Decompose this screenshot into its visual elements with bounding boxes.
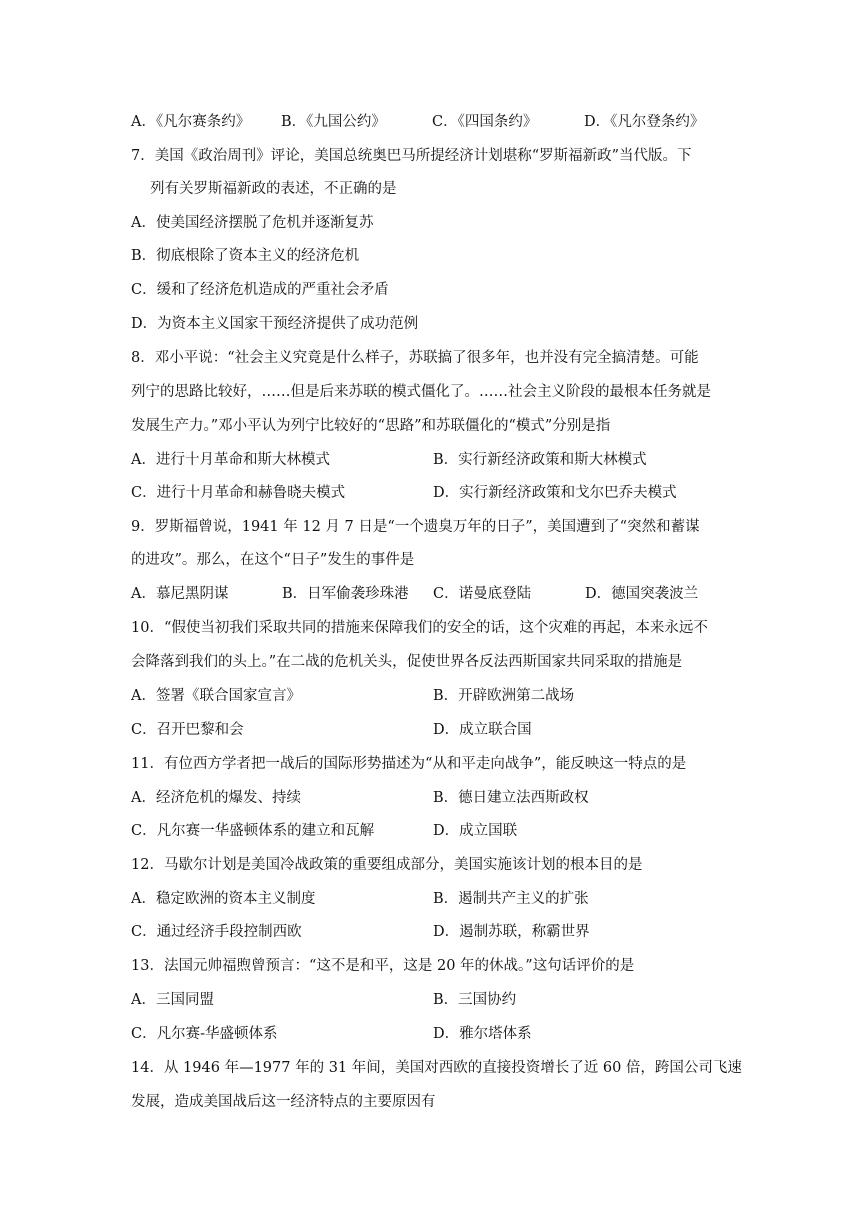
question-7-option-c: C．缓和了经济危机造成的严重社会矛盾 xyxy=(131,282,389,298)
option-row xyxy=(131,889,731,909)
question-8-option-d: D．实行新经济政策和戈尔巴乔夫模式 xyxy=(433,485,677,501)
question-7-option-a: A．使美国经济摆脱了危机并逐渐复苏 xyxy=(131,215,374,231)
question-8-text-cont: 列宁的思路比较好，……但是后来苏联的模式僵化了。……社会主义阶段的最根本任务就是 xyxy=(131,384,711,400)
question-14-text: 14．从 1946 年—1977 年的 31 年间，美国对西欧的直接投资增长了近 60 倍，跨国公司飞速 xyxy=(131,1060,742,1076)
option-c: C．《四国条约》 xyxy=(432,114,538,130)
question-13-option-d: D．雅尔塔体系 xyxy=(433,1026,532,1042)
question-8-option-c: C．进行十月革命和赫鲁晓夫模式 xyxy=(131,485,346,501)
question-11-text: 11．有位西方学者把一战后的国际形势描述为“从和平走向战争”，能反映这一特点的是 xyxy=(131,756,687,772)
option-row xyxy=(131,720,731,740)
question-7-text-cont: 列有关罗斯福新政的表述，不正确的是 xyxy=(150,181,397,197)
question-7-option-d: D．为资本主义国家干预经济提供了成功范例 xyxy=(131,316,419,332)
option-row xyxy=(131,686,731,706)
question-9-text: 9．罗斯福曾说，1941 年 12 月 7 日是“一个遗臭万年的日子”，美国遭到了“突然和蓄谋 xyxy=(131,519,700,535)
question-8-option-a: A．进行十月革命和斯大林模式 xyxy=(131,452,330,468)
option-row xyxy=(131,450,731,470)
question-9-option-a: A．慕尼黑阴谋 xyxy=(131,586,229,602)
question-13-option-c: C．凡尔赛-华盛顿体系 xyxy=(131,1026,278,1042)
question-8-text: 8．邓小平说：“社会主义究竟是什么样子，苏联搞了很多年，也并没有完全搞清楚。可能 xyxy=(131,350,699,366)
question-10-text-cont: 会降落到我们的头上。”在二战的危机关头，促使世界各反法西斯国家共同采取的措施是 xyxy=(131,654,683,670)
question-9-option-d: D．德国突袭波兰 xyxy=(585,586,699,602)
question-9-text-cont: 的进攻”。那么，在这个“日子”发生的事件是 xyxy=(131,552,415,568)
question-12-option-b: B．遏制共产主义的扩张 xyxy=(433,891,589,907)
option-a: A．《凡尔赛条约》 xyxy=(131,114,251,130)
question-12-option-d: D．遏制苏联，称霸世界 xyxy=(433,924,590,940)
question-8-option-b: B．实行新经济政策和斯大林模式 xyxy=(433,452,647,468)
question-10-option-a: A．签署《联合国家宣言》 xyxy=(131,688,301,704)
option-row xyxy=(131,821,731,841)
question-7-option-b: B．彻底根除了资本主义的经济危机 xyxy=(131,248,360,264)
question-13-option-a: A．三国同盟 xyxy=(131,992,214,1008)
question-11-option-a: A．经济危机的爆发、持续 xyxy=(131,790,301,806)
question-10-option-d: D．成立联合国 xyxy=(433,722,532,738)
option-b: B．《九国公约》 xyxy=(281,114,386,130)
question-12-text: 12．马歇尔计划是美国冷战政策的重要组成部分，美国实施该计划的根本目的是 xyxy=(131,857,643,873)
option-row xyxy=(131,1024,731,1044)
question-10-option-c: C．召开巴黎和会 xyxy=(131,722,244,738)
question-8-text-cont: 发展生产力。”邓小平认为列宁比较好的“思路”和苏联僵化的“模式”分别是指 xyxy=(131,418,611,434)
question-10-text: 10．“假使当初我们采取共同的措施来保障我们的安全的话，这个灾难的再起，本来永远不 xyxy=(131,620,708,636)
question-10-option-b: B．开辟欧洲第二战场 xyxy=(433,688,575,704)
question-11-option-d: D．成立国联 xyxy=(433,823,518,839)
question-14-text-cont: 发展，造成美国战后这一经济特点的主要原因有 xyxy=(131,1094,436,1110)
question-13-text: 13．法国元帅福煦曾预言：“这不是和平，这是 20 年的休战。”这句话评价的是 xyxy=(131,958,635,974)
question-11-option-b: B．德日建立法西斯政权 xyxy=(433,790,589,806)
option-row xyxy=(131,112,731,132)
question-12-option-a: A．稳定欧洲的资本主义制度 xyxy=(131,891,316,907)
option-row xyxy=(131,584,731,604)
option-d: D．《凡尔登条约》 xyxy=(584,114,705,130)
question-7-text: 7．美国《政治周刊》评论，美国总统奥巴马所提经济计划堪称“罗斯福新政”当代版。下 xyxy=(131,148,692,164)
question-13-option-b: B．三国协约 xyxy=(433,992,517,1008)
option-row xyxy=(131,990,731,1010)
option-row xyxy=(131,788,731,808)
question-12-option-c: C．通过经济手段控制西欧 xyxy=(131,924,302,940)
option-row xyxy=(131,483,731,503)
option-row xyxy=(131,922,731,942)
question-11-option-c: C．凡尔赛一华盛顿体系的建立和瓦解 xyxy=(131,823,375,839)
question-9-option-b: B．日军偷袭珍珠港 xyxy=(282,586,409,602)
question-9-option-c: C．诺曼底登陆 xyxy=(433,586,532,602)
